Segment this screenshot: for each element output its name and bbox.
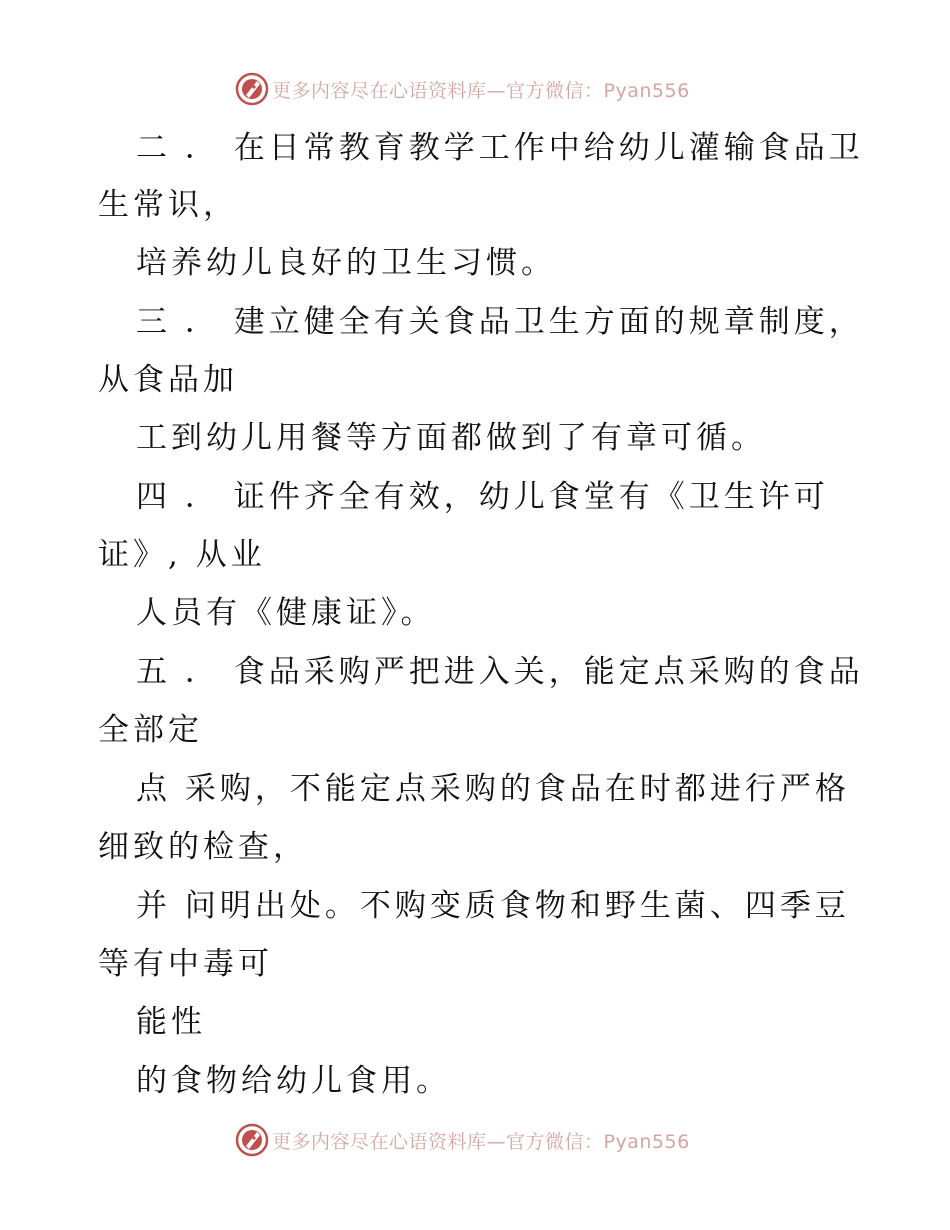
watermark-text: 更多内容尽在心语资料库—官方微信：Pyan556 — [272, 1130, 690, 1153]
text-line: 生常识， — [98, 187, 238, 223]
text-line: 工到幼儿用餐等方面都做到了有章可循。 — [136, 420, 766, 456]
text-line: 人员有《健康证》。 — [136, 595, 436, 631]
text-line: 五 ． 食品采购严把进入关，能定点采购的食品 — [136, 654, 864, 690]
pen-nib-seal-icon — [235, 72, 269, 106]
text-line: 能性 — [136, 1004, 206, 1040]
watermark-footer — [235, 1122, 690, 1158]
text-line: 的食物给幼儿食用。 — [136, 1063, 451, 1099]
text-line: 三 ． 建立健全有关食品卫生方面的规章制度， — [136, 304, 864, 340]
text-line: 二 ． 在日常教育教学工作中给幼儿灌输食品卫 — [136, 130, 864, 166]
text-line: 并 问明出处。不购变质食物和野生菌、四季豆 — [136, 888, 850, 924]
text-line: 四 ． 证件齐全有效，幼儿食堂有《卫生许可 — [136, 479, 829, 515]
text-line: 全部定 — [98, 712, 203, 748]
text-line: 从食品加 — [98, 362, 238, 398]
text-line: 等有中毒可 — [98, 946, 273, 982]
text-line: 点 采购，不能定点采购的食品在时都进行严格 — [136, 771, 850, 807]
watermark-text: 更多内容尽在心语资料库—官方微信：Pyan556 — [272, 79, 690, 102]
pen-nib-seal-icon — [235, 1123, 269, 1157]
text-line: 培养幼儿良好的卫生习惯。 — [136, 245, 556, 281]
watermark-header — [235, 71, 690, 107]
text-line: 证》, 从业 — [98, 537, 266, 573]
text-line: 细致的检查， — [98, 829, 308, 865]
